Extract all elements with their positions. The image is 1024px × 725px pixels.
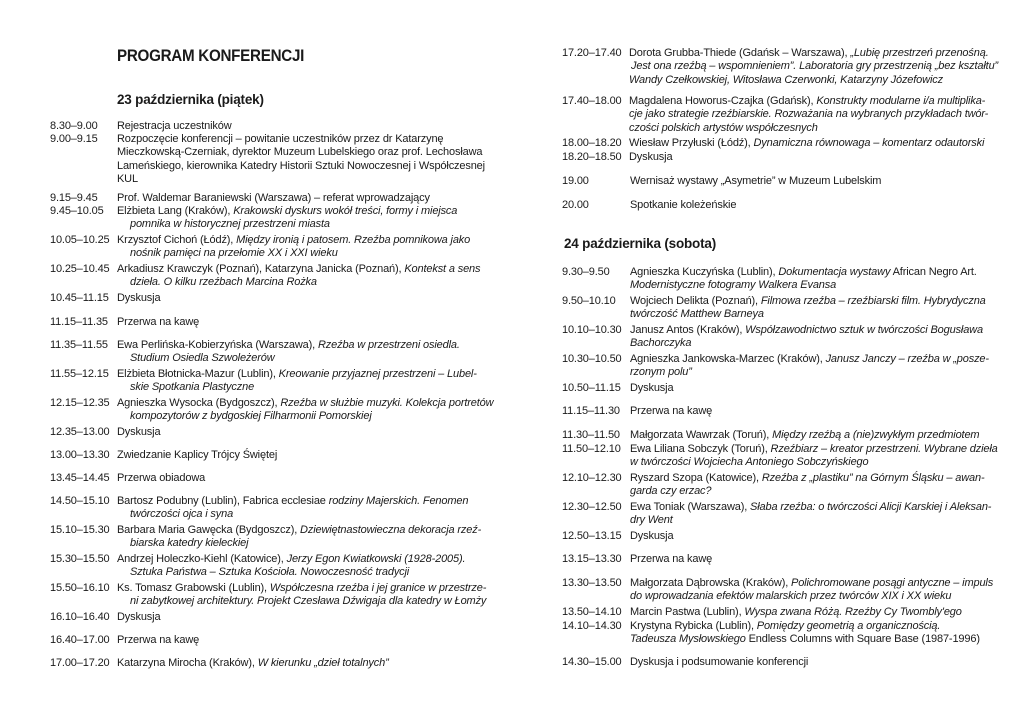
schedule-entry (50, 192, 430, 205)
entry-title-italic: garda czy erzac? (630, 485, 712, 498)
entry-title-italic: rodziny Majerskich. Fenomen (328, 495, 469, 507)
entry-description (630, 553, 712, 566)
entry-title-italic: Janusz Janczy – rzeźba w „posze- (825, 353, 989, 365)
entry-title-italic: Współczesna rzeźba i jej granice w przestrze- (269, 582, 487, 594)
entry-time: 12.35–13.00 (50, 426, 110, 438)
schedule-entry (50, 472, 206, 485)
entry-text: Katarzyna Mirocha (Kraków), (117, 657, 258, 669)
entry-title-italic: rzonym polu” (630, 366, 692, 379)
entry-description (629, 151, 672, 164)
entry-description (630, 472, 985, 499)
entry-text: Lameńskiego, kierownika Katedry Historii Sztuki Nowoczesnej i Współczesnej (117, 159, 485, 172)
entry-description (630, 577, 993, 604)
entry-description (117, 339, 460, 366)
entry-text: KUL (117, 173, 138, 186)
entry-title-italic: pomnika w historycznej przestrzeni miasta (130, 218, 330, 231)
entry-time: 13.00–13.30 (50, 449, 110, 461)
entry-title-italic: „Lubię przestrzeń przenośną. (850, 47, 989, 59)
entry-title-italic: Kreowanie przyjaznej przestrzeni – Lubel- (278, 368, 477, 380)
schedule-entry (562, 382, 674, 395)
entry-description (117, 192, 430, 205)
entry-title-italic: Rzeźba z „plastiku” na Górnym Śląsku – awan- (761, 472, 985, 484)
entry-time: 12.50–13.15 (562, 530, 622, 542)
schedule-entry (562, 606, 962, 619)
entry-description (630, 175, 881, 188)
entry-description (630, 443, 998, 470)
entry-text: Spotkanie koleżeńskie (630, 199, 737, 211)
entry-title-italic: twórczości ojca i syna (130, 508, 234, 521)
entry-time: 9.45–10.05 (50, 205, 104, 217)
schedule-entry (50, 657, 389, 670)
schedule-entry (50, 263, 481, 289)
entry-time: 11.30–11.50 (562, 429, 620, 441)
entry-time: 13.50–14.10 (562, 606, 622, 618)
entry-title-italic: Słaba rzeźba: o twórczości Alicji Karskiej i Aleksan- (750, 501, 992, 513)
entry-text: Agnieszka Jankowska-Marzec (Kraków), (630, 353, 826, 365)
entry-title-italic: w twórczości Wojciecha Antoniego Sobczyńskiego (630, 456, 869, 469)
entry-time: 10.05–10.25 (50, 234, 110, 246)
entry-description (117, 524, 481, 551)
entry-description (630, 530, 673, 543)
entry-title-italic: Krakowski dyskurs wokół treści, formy i miejsca (233, 205, 458, 217)
entry-description (630, 295, 986, 322)
entry-description (630, 405, 712, 418)
schedule-entry (50, 495, 469, 521)
entry-description (630, 266, 977, 293)
entry-title-italic: Studium Osiedla Szwoleżerów (130, 352, 275, 365)
entry-description (117, 234, 470, 261)
entry-text: Przerwa na kawę (630, 405, 713, 417)
schedule-entry (562, 501, 992, 527)
schedule-entry (562, 577, 994, 603)
schedule-entry (50, 339, 460, 365)
entry-text: Agnieszka Wysocka (Bydgoszcz), (117, 397, 281, 409)
schedule-entry (562, 405, 713, 418)
entry-text: Dyskusja (117, 426, 161, 438)
entry-description (630, 324, 983, 351)
entry-time: 12.30–12.50 (562, 501, 622, 513)
schedule-entry (50, 582, 487, 608)
entry-description (117, 205, 457, 232)
entry-description (117, 397, 493, 424)
entry-time: 19.00 (562, 175, 589, 187)
entry-text: Dyskusja (117, 611, 161, 623)
entry-time: 9.15–9.45 (50, 192, 98, 204)
entry-time: 9.50–10.10 (562, 295, 616, 307)
schedule-entry (50, 120, 232, 133)
entry-time: 10.10–10.30 (562, 324, 622, 336)
entry-time: 15.50–16.10 (50, 582, 110, 594)
entry-title-italic: Rzeźbiarz – kreator przestrzeni. Wybrane dzieła (770, 443, 998, 455)
entry-text: Barbara Maria Gawęcka (Bydgoszcz), (117, 524, 301, 536)
entry-title-italic: dzieła. O kilku rzeźbach Marcina Rożka (130, 276, 317, 289)
entry-text: Zwiedzanie Kaplicy Trójcy Świętej (117, 449, 278, 461)
entry-title-italic: Wandy Czełkowskiej, Witosława Czerwonki, Katarzyny Józefowicz (629, 73, 943, 86)
schedule-entry (562, 324, 983, 350)
entry-time: 15.30–15.50 (50, 553, 110, 565)
entry-description (117, 611, 160, 624)
day-heading-saturday: 24 października (sobota) (564, 236, 716, 251)
entry-title-italic: Jerzy Egon Kwiatkowski (1928-2005). (286, 553, 466, 565)
entry-description (117, 553, 465, 580)
entry-title-italic: kompozytorów z bydgoskiej Filharmonii Pomorskiej (130, 410, 372, 423)
entry-description (117, 634, 199, 647)
entry-time: 14.30–15.00 (562, 656, 622, 668)
entry-title-italic: do wprowadzania efektów malarskich przez twórców XIX i XX wieku (630, 590, 952, 603)
entry-title-italic: skie Spotkania Plastyczne (130, 381, 255, 394)
entry-description (117, 426, 160, 439)
entry-text: Elżbieta Błotnicka-Mazur (Lublin), (117, 368, 279, 380)
entry-title-italic: twórczość Matthew Barneya (630, 308, 764, 321)
entry-time: 12.10–12.30 (562, 472, 622, 484)
entry-time: 9.00–9.15 (50, 133, 98, 145)
entry-text: Rejestracja uczestników (117, 120, 232, 132)
entry-title-italic: Rzeźba w służbie muzyki. Kolekcja portretów (280, 397, 494, 409)
entry-time: 15.10–15.30 (50, 524, 110, 536)
entry-description (117, 472, 205, 485)
entry-title-italic: Filmowa rzeźba – rzeźbiarski film. Hybrydyczna (760, 295, 986, 307)
entry-text: African Negro Art. (890, 266, 977, 278)
entry-text: Ryszard Szopa (Katowice), (630, 472, 762, 484)
entry-text: Rozpoczęcie konferencji – powitanie uczestników przez dr Katarzynę (117, 133, 444, 145)
schedule-entry (562, 137, 985, 150)
entry-description (629, 95, 988, 135)
entry-text: Marcin Pastwa (Lublin), (630, 606, 745, 618)
entry-description (117, 657, 389, 670)
entry-title-italic: W kierunku „dzieł totalnych” (257, 657, 389, 669)
entry-description (117, 449, 277, 462)
entry-text: Ks. Tomasz Grabowski (Lublin), (117, 582, 270, 594)
schedule-entry (50, 292, 161, 305)
entry-text: Andrzej Holeczko-Kiehl (Katowice), (117, 553, 287, 565)
entry-text: Endless Columns with Square Base (1987-1996) (745, 633, 980, 646)
entry-text: Dyskusja i podsumowanie konferencji (630, 656, 809, 668)
entry-description (117, 582, 486, 609)
schedule-entry (50, 133, 485, 186)
entry-time: 18.00–18.20 (562, 137, 622, 149)
schedule-entry (562, 620, 980, 646)
entry-description (630, 199, 736, 212)
entry-title-italic: ni zabytkowej architektury. Projekt Czesława Dźwigaja dla katedry w Łomży (130, 595, 487, 608)
entry-text: Przerwa obiadowa (117, 472, 206, 484)
entry-title-italic: cje jako strategie rzeźbiarskie. Rozważania na wybranych przykładach twór- (629, 108, 989, 121)
entry-description (117, 316, 199, 329)
entry-text: Krystyna Rybicka (Lublin), (630, 620, 757, 632)
entry-time: 10.45–11.15 (50, 292, 109, 304)
entry-title-italic: Pomiędzy geometrią a organicznością. (756, 620, 941, 632)
entry-text: Przerwa na kawę (117, 316, 200, 328)
entry-time: 12.15–12.35 (50, 397, 110, 409)
entry-time: 18.20–18.50 (562, 151, 622, 163)
entry-time: 16.10–16.40 (50, 611, 110, 623)
schedule-entry (562, 530, 674, 543)
entry-title-italic: Konstrukty modularne i/a multiplika- (816, 95, 986, 107)
entry-text: Ewa Perlińska-Kobierzyńska (Warszawa), (117, 339, 318, 351)
schedule-entry (50, 426, 161, 439)
schedule-entry (50, 449, 278, 462)
entry-text: Przerwa na kawę (630, 553, 713, 565)
entry-text: Ewa Liliana Sobczyk (Toruń), (630, 443, 771, 455)
entry-description (629, 47, 998, 87)
entry-text: Dorota Grubba-Thiede (Gdańsk – Warszawa), (629, 47, 851, 59)
schedule-entry (50, 234, 471, 260)
entry-time: 10.50–11.15 (562, 382, 621, 394)
day-heading-friday: 23 października (piątek) (117, 92, 264, 107)
entry-text: Mieczkowską-Czerniak, dyrektor Muzeum Lubelskiego oraz prof. Lechosława (117, 146, 483, 159)
entry-description (117, 133, 485, 187)
schedule-entry (50, 553, 466, 579)
entry-text: Krzysztof Cichoń (Łódź), (117, 234, 237, 246)
entry-time: 10.30–10.50 (562, 353, 622, 365)
entry-title-italic: biarska katedry kieleckiej (130, 537, 249, 550)
entry-time: 11.35–11.55 (50, 339, 108, 351)
entry-time: 16.40–17.00 (50, 634, 110, 646)
entry-title-italic: dry Went (630, 514, 673, 527)
schedule-entry (50, 611, 161, 624)
entry-description (630, 620, 980, 647)
entry-text: Bartosz Podubny (Lublin), Fabrica ecclesiae (117, 495, 329, 507)
schedule-entry (562, 95, 989, 134)
schedule-entry (562, 443, 998, 469)
entry-text: Małgorzata Dąbrowska (Kraków), (630, 577, 792, 589)
schedule-entry (562, 656, 809, 669)
schedule-entry (50, 524, 482, 550)
entry-text: Dyskusja (630, 530, 674, 542)
entry-title-italic: Polichromowane posągi antyczne – impuls (791, 577, 994, 589)
entry-time: 11.15–11.35 (50, 316, 108, 328)
entry-time: 20.00 (562, 199, 589, 211)
entry-text: Arkadiusz Krawczyk (Poznań), Katarzyna Janicka (Poznań), (117, 263, 405, 275)
entry-title-italic: Dziewiętnastowieczna dekoracja rzeź- (300, 524, 482, 536)
entry-text: Agnieszka Kuczyńska (Lublin), (630, 266, 779, 278)
entry-text: Wiesław Przyłuski (Łódź), (629, 137, 754, 149)
entry-time: 10.25–10.45 (50, 263, 110, 275)
schedule-entry (50, 205, 458, 231)
schedule-entry (50, 634, 200, 647)
entry-text: Przerwa na kawę (117, 634, 200, 646)
entry-text: Magdalena Howorus-Czajka (Gdańsk), (629, 95, 817, 107)
entry-text: Dyskusja (630, 382, 674, 394)
entry-time: 17.40–18.00 (562, 95, 622, 107)
entry-text: Janusz Antos (Kraków), (630, 324, 746, 336)
entry-text: Dyskusja (117, 292, 161, 304)
entry-text: Dyskusja (629, 151, 673, 163)
entry-title-italic: Między rzeźbą a (nie)zwykłym przedmiotem (772, 429, 980, 441)
entry-description (630, 656, 808, 669)
page-title: PROGRAM KONFERENCJI (117, 47, 305, 65)
schedule-entry (562, 429, 980, 442)
entry-title-italic: nośnik pamięci na przełomie XX i XXI wieku (130, 247, 338, 260)
entry-text: Wernisaż wystawy „Asymetrie” w Muzeum Lubelskim (630, 175, 882, 187)
entry-time: 17.00–17.20 (50, 657, 110, 669)
schedule-entry (562, 553, 713, 566)
schedule-entry (562, 151, 673, 164)
entry-time: 13.15–13.30 (562, 553, 622, 565)
entry-time: 14.10–14.30 (562, 620, 622, 632)
entry-title-italic: Tadeusza Mysłowskiego (630, 633, 746, 646)
entry-time: 13.45–14.45 (50, 472, 110, 484)
schedule-entry (562, 472, 985, 498)
entry-text: Prof. Waldemar Baraniewski (Warszawa) – referat wprowadzający (117, 192, 430, 204)
entry-title-italic: Sztuka Państwa – Sztuka Kościoła. Nowoczesność tradycji (130, 566, 410, 579)
entry-time: 17.20–17.40 (562, 47, 622, 59)
entry-description (117, 292, 160, 305)
entry-time: 11.15–11.30 (562, 405, 620, 417)
entry-description (117, 120, 232, 133)
entry-title-italic: Wyspa zwana Różą. Rzeźby Cy Twombly'ego (744, 606, 962, 618)
entry-description (630, 501, 991, 528)
entry-title-italic: Modernistyczne fotogramy Walkera Evansa (630, 279, 837, 292)
entry-time: 11.55–12.15 (50, 368, 109, 380)
schedule-entry (562, 199, 737, 212)
entry-time: 11.50–12.10 (562, 443, 621, 455)
entry-text: Wojciech Delikta (Poznań), (630, 295, 761, 307)
schedule-entry (562, 353, 989, 379)
entry-title-italic: czości polskich artystów współczesnych (629, 121, 818, 134)
schedule-entry (50, 316, 200, 329)
schedule-entry (50, 368, 477, 394)
entry-text: Elżbieta Lang (Kraków), (117, 205, 234, 217)
entry-title-italic: Jest ona rzeźbą – wspomnieniem”. Laboratoria gry przestrzenią „bez kształtu” (631, 60, 999, 73)
entry-time: 9.30–9.50 (562, 266, 610, 278)
entry-description (117, 368, 477, 395)
entry-description (630, 606, 962, 619)
entry-description (630, 353, 989, 380)
entry-title-italic: Między ironią i patosem. Rzeźba pomnikowa jako (236, 234, 471, 246)
entry-time: 13.30–13.50 (562, 577, 622, 589)
entry-description (630, 429, 979, 442)
schedule-entry (562, 47, 999, 86)
entry-text: Małgorzata Wawrzak (Toruń), (630, 429, 773, 441)
schedule-entry (562, 175, 882, 188)
entry-title-italic: Dynamiczna równowaga – komentarz odautorski (753, 137, 985, 149)
entry-title-italic: Rzeźba w przestrzeni osiedla. (317, 339, 460, 351)
schedule-entry (562, 295, 986, 321)
entry-description (629, 137, 984, 150)
entry-title-italic: Dokumentacja wystawy (778, 266, 891, 278)
schedule-entry (50, 397, 494, 423)
entry-time: 8.30–9.00 (50, 120, 98, 132)
schedule-entry (562, 266, 977, 292)
entry-title-italic: Bachorczyka (630, 337, 692, 350)
entry-text: Ewa Toniak (Warszawa), (630, 501, 751, 513)
entry-title-italic: Współzawodnictwo sztuk w twórczości Bogusława (745, 324, 983, 336)
entry-description (117, 263, 480, 290)
entry-description (117, 495, 468, 522)
entry-time: 14.50–15.10 (50, 495, 110, 507)
entry-description (630, 382, 673, 395)
entry-title-italic: Kontekst a sens (404, 263, 481, 275)
